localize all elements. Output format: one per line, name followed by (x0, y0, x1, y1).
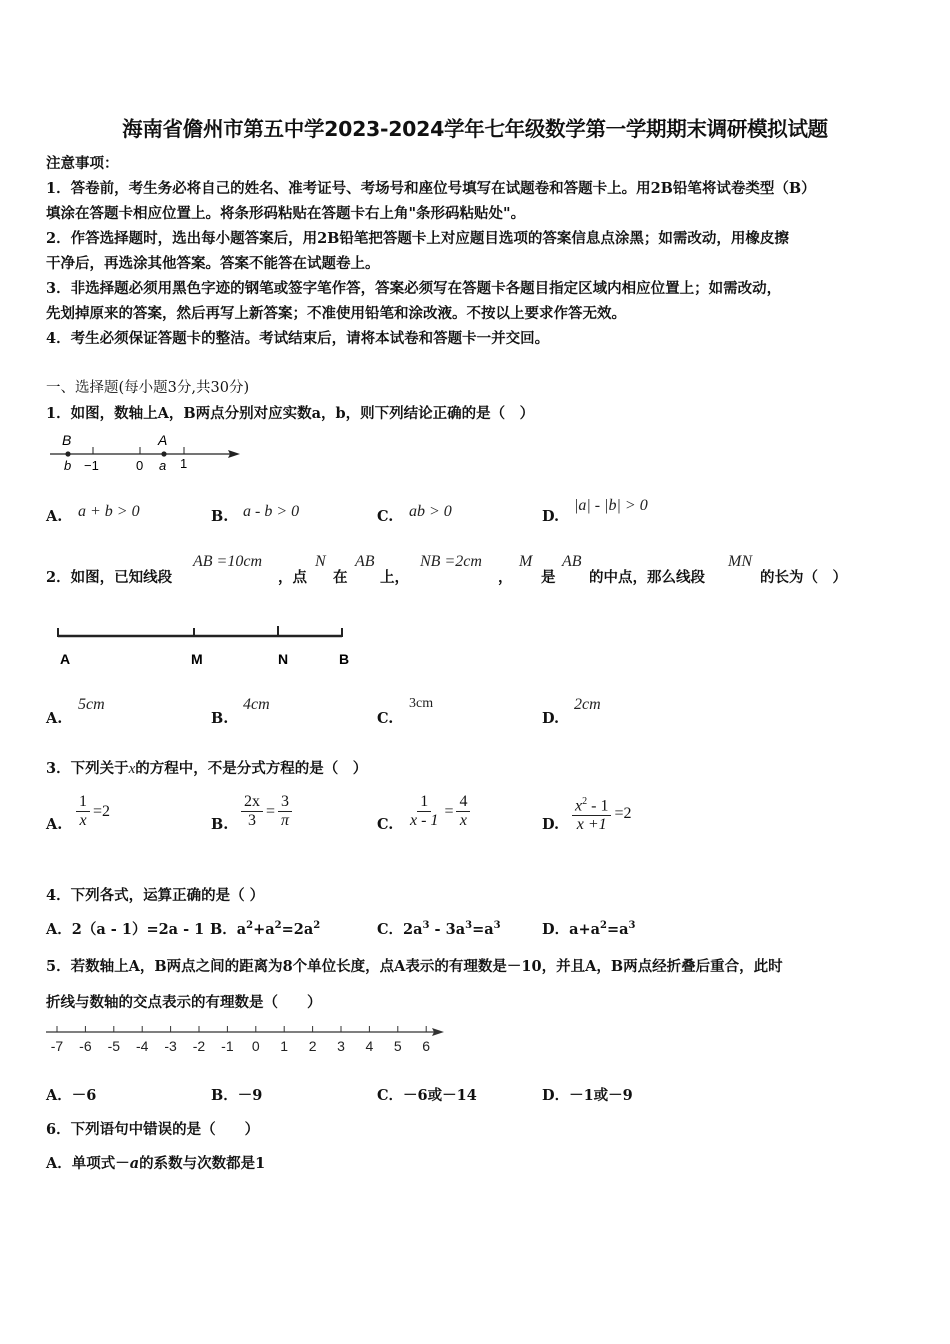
q1-label-B: B (62, 432, 72, 448)
q2-expr-ab: AB (355, 553, 375, 570)
notice-line-1: 1．答卷前，考生务必将自己的姓名、准考证号、考场号和座位号填写在试题卷和答题卡上。用2B铅笔将试卷类型（B） (46, 180, 816, 197)
q2-segment-figure (46, 622, 366, 672)
q4-option-a: A．2（a - 1）=2a - 1 (46, 921, 205, 938)
q4-d-part2: =a (606, 921, 629, 938)
q2-option-d: 2cm (574, 696, 601, 713)
q4-b-sup2: 2 (274, 920, 282, 932)
q5-stem-line1: 5．若数轴上A，B两点之间的距离为8个单位长度，点A表示的有理数是－10，并且A，B两点经折叠后重合，此时 (46, 958, 783, 975)
q3-d-rhs: =2 (614, 804, 632, 822)
q1-label-A-opt: A. (46, 508, 63, 525)
q5-tick-label: 0 (251, 1038, 260, 1054)
q3-c-num1: 1 (417, 793, 431, 812)
q1-option-d: |a| - |b| > 0 (574, 497, 648, 514)
q4-c-sup3: 3 (493, 920, 501, 932)
q2-option-c: 3cm (409, 696, 434, 711)
q6-a-var: a (129, 1155, 140, 1172)
q5-tick-label: -1 (221, 1038, 234, 1054)
q3-b-fraction1 (241, 793, 263, 830)
notice-line-5: 3．非选择题必须用黑色字迹的钢笔或签字笔作答，答案必须写在答题卡各题目指定区域内相应位置上；如需改动， (46, 280, 782, 297)
q2-expr-n: N (315, 553, 326, 570)
q1-label-D-opt: D. (542, 508, 560, 525)
notice-heading: 注意事项： (46, 155, 119, 172)
q5-option-c: C．－6或－14 (377, 1087, 477, 1104)
q4-c-sup1: 3 (422, 920, 430, 932)
q2-expr-nb2: NB =2cm (420, 553, 482, 570)
q1-label-m1: −1 (84, 458, 99, 473)
q5-tick-label: -2 (192, 1038, 206, 1054)
q3-label-C-opt: C. (377, 816, 394, 833)
q3-c-den2: x (459, 812, 468, 829)
q4-b-sup3: 2 (313, 920, 321, 932)
q2-expr-ab2: AB (562, 553, 582, 570)
q3-a-den: x (79, 812, 87, 829)
q2-label-M: M (191, 651, 203, 667)
q3-stem-part1: 3．下列关于 (46, 760, 129, 777)
q1-label-B-opt: B. (211, 508, 229, 525)
q2-label-A: A (60, 651, 71, 667)
q3-c-num2: 4 (456, 793, 470, 812)
q3-d-num-exp: 2 (582, 796, 588, 807)
q4-option-b (210, 918, 320, 939)
section-heading: 一、选择题(每小题3分,共30分) (46, 380, 250, 396)
q2-expr-m: M (519, 553, 533, 570)
q3-option-d (572, 793, 631, 834)
q3-d-num-rest: - 1 (587, 797, 609, 815)
q2-label-B-opt: B. (211, 710, 229, 727)
q3-option-b (241, 793, 292, 830)
q5-tick-label: -4 (135, 1038, 149, 1054)
q1-label-a: a (159, 458, 167, 473)
q4-b-part2: +a (253, 921, 275, 938)
notice-line-2: 填涂在答题卡相应位置上。将条形码粘贴在答题卡右上角"条形码粘贴处"。 (46, 205, 526, 222)
q5-stem-line2: 折线与数轴的交点表示的有理数是（ ） (46, 994, 322, 1011)
q3-option-c (407, 793, 470, 830)
q3-c-den1: x - 1 (410, 812, 439, 829)
q5-tick-label: 5 (393, 1038, 402, 1054)
q1-number-line-figure (46, 430, 246, 478)
q3-c-fraction2 (456, 793, 470, 830)
q3-b-den1: 3 (248, 812, 256, 829)
q5-tick-label: -5 (107, 1038, 121, 1054)
q2-stem-part8: 的长为（ ） (760, 569, 847, 586)
q5-option-a: A．－6 (46, 1087, 97, 1104)
q2-stem-part7: 的中点，那么线段 (589, 569, 705, 586)
q3-d-num-var: x (575, 797, 583, 815)
q3-b-eq: = (266, 802, 276, 820)
q2-stem-part4: 上， (380, 569, 409, 586)
q2-option-a: 5cm (78, 696, 105, 713)
q3-a-fraction (76, 793, 90, 830)
q3-label-A-opt: A. (46, 816, 63, 833)
q5-tick-label: -7 (50, 1038, 64, 1054)
q3-a-rhs: =2 (93, 802, 111, 820)
q3-d-num (572, 793, 611, 816)
q4-c-sup2: 3 (465, 920, 473, 932)
q4-b-part3: =2a (281, 921, 314, 938)
q5-option-b: B．－9 (211, 1087, 263, 1104)
q5-number-line-figure (44, 1022, 450, 1058)
q2-stem-part1: 2．如图，已知线段 (46, 569, 173, 586)
q3-d-fraction (572, 793, 611, 834)
q6-a-part2: 的系数与次数都是1 (139, 1155, 266, 1172)
q5-tick-label: 3 (337, 1038, 345, 1054)
q1-label-C-opt: C. (377, 508, 394, 525)
q2-stem-part6: 是 (541, 569, 556, 586)
q4-d-sup2: 3 (628, 920, 636, 932)
q2-stem-part3: 在 (333, 569, 348, 586)
q3-b-den2: π (281, 812, 290, 829)
q3-stem-var: x (128, 761, 136, 777)
q3-a-num: 1 (76, 793, 90, 812)
q4-option-c (377, 918, 501, 939)
q3-c-fraction1 (407, 793, 441, 830)
q3-b-num2: 3 (278, 793, 292, 812)
q4-b-part1: B．a (210, 921, 247, 938)
notice-line-6: 先划掉原来的答案，然后再写上新答案；不准使用铅笔和涂改液。不按以上要求作答无效。 (46, 305, 626, 322)
q4-c-part2: - 3a (429, 921, 466, 938)
q2-stem-part5: ， (498, 569, 513, 586)
q1-option-b: a - b > 0 (243, 503, 300, 520)
q4-c-part3: =a (472, 921, 494, 938)
page-title: 海南省儋州市第五中学2023-2024学年七年级数学第一学期期末调研模拟试题 (122, 117, 828, 141)
q3-stem (46, 757, 367, 778)
q1-option-a: a + b > 0 (78, 503, 140, 520)
q5-tick-label: 2 (308, 1038, 317, 1054)
q2-label-D-opt: D. (542, 710, 560, 727)
notice-line-3: 2．作答选择题时，选出每小题答案后，用2B铅笔把答题卡上对应题目选项的答案信息点涂黑；如需改动，用橡皮擦 (46, 230, 789, 247)
q5-tick-label: 4 (365, 1038, 374, 1054)
q3-b-num1: 2x (241, 793, 263, 812)
q2-expr-mn: MN (728, 553, 752, 570)
q5-tick-label: 1 (280, 1038, 289, 1054)
q2-label-C-opt: C. (377, 710, 394, 727)
q2-label-A-opt: A. (46, 710, 63, 727)
q2-label-N: N (278, 651, 289, 667)
q3-b-fraction2 (278, 793, 292, 830)
q4-stem: 4．下列各式，运算正确的是（ ） (46, 887, 265, 904)
q4-c-part1: C．2a (377, 921, 423, 938)
q4-b-sup1: 2 (246, 920, 254, 932)
q3-c-eq: = (444, 802, 454, 820)
q5-tick-label: -3 (164, 1038, 177, 1054)
q3-option-a (76, 793, 110, 830)
q6-a-part1: A．单项式－ (46, 1155, 130, 1172)
q5-option-d: D．－1或－9 (542, 1087, 633, 1104)
q6-option-a (46, 1152, 265, 1173)
q2-label-B: B (339, 651, 350, 667)
q2-stem-part2: ，点 (278, 569, 307, 586)
q1-label-0: 0 (136, 458, 144, 473)
q1-point-b (65, 451, 70, 456)
q5-tick-label: 6 (422, 1038, 431, 1054)
q3-label-B-opt: B. (211, 816, 229, 833)
q1-option-c: ab > 0 (409, 503, 452, 520)
q4-d-part1: D．a+a (542, 921, 601, 938)
q3-label-D-opt: D. (542, 816, 560, 833)
q1-label-1: 1 (180, 456, 188, 471)
q6-stem: 6．下列语句中错误的是（ ） (46, 1121, 260, 1138)
q2-expr-ab10: AB =10cm (193, 553, 262, 570)
q2-option-b: 4cm (243, 696, 270, 713)
q1-label-b: b (64, 458, 72, 473)
notice-line-7: 4．考生必须保证答题卡的整洁。考试结束后，请将本试卷和答题卡一并交回。 (46, 330, 550, 347)
q4-d-sup1: 2 (600, 920, 607, 932)
q1-stem: 1．如图，数轴上A，B两点分别对应实数a，b，则下列结论正确的是（ ） (46, 405, 535, 422)
q3-d-den: x +1 (576, 816, 607, 834)
notice-line-4: 干净后，再选涂其他答案。答案不能答在试题卷上。 (46, 255, 380, 272)
q3-stem-part2: 的方程中，不是分式方程的是（ ） (135, 760, 368, 777)
q5-tick-label: -6 (79, 1038, 92, 1054)
q4-option-d (542, 918, 636, 939)
q1-point-a (161, 451, 166, 456)
q1-label-A: A (158, 432, 168, 448)
